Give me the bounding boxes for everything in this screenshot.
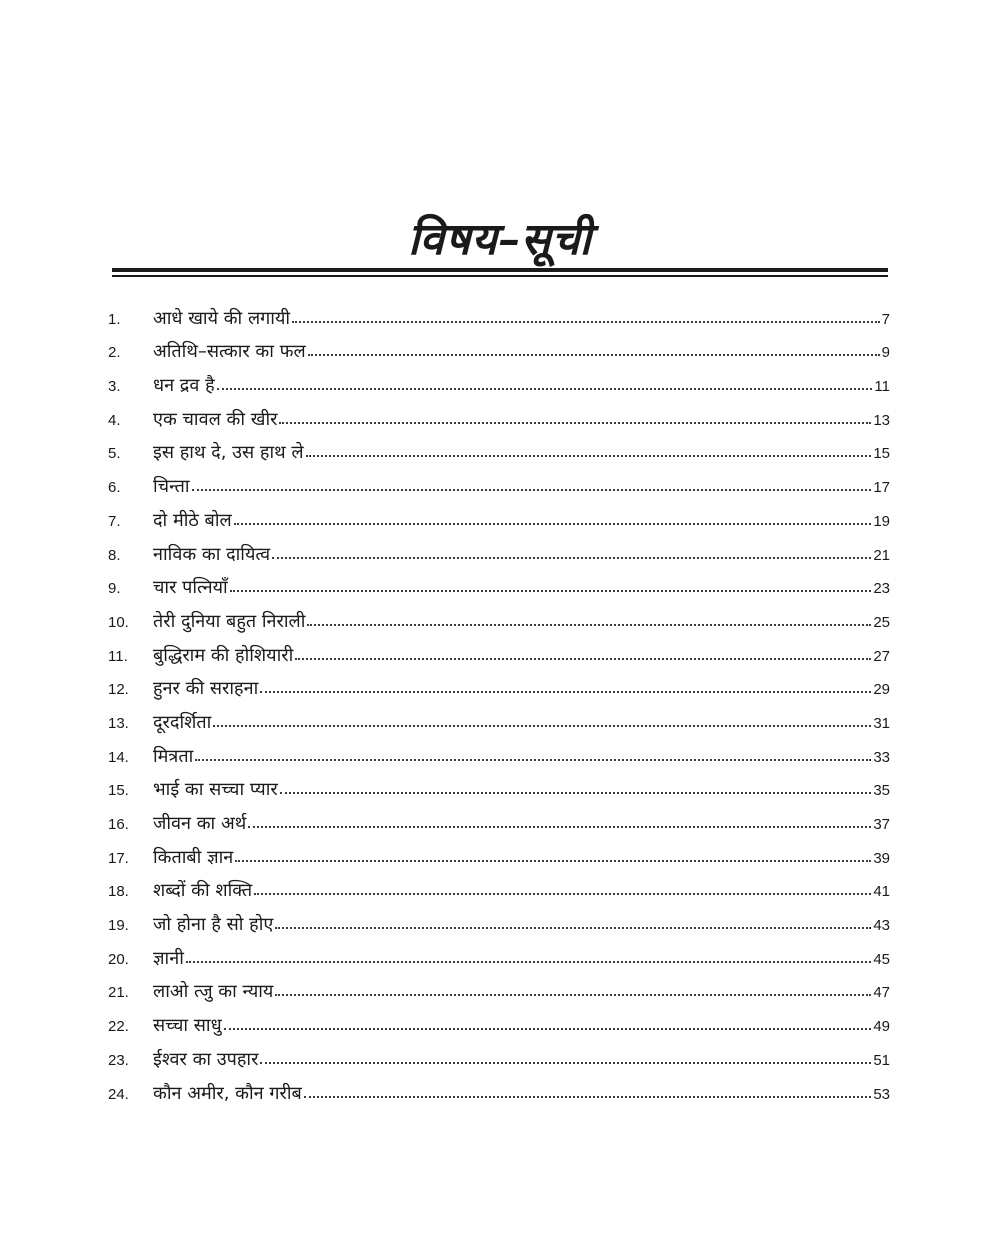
- toc-entry-title: तेरी दुनिया बहुत निराली: [153, 610, 306, 632]
- toc-dot-leader: [254, 892, 871, 895]
- toc-entry-number: 22.: [108, 1018, 129, 1036]
- toc-entry-title: एक चावल की खीर: [153, 408, 278, 430]
- toc-entry-page: 19: [873, 512, 890, 530]
- toc-entry-page: 27: [873, 647, 890, 665]
- toc-entry-page: 53: [873, 1085, 890, 1103]
- toc-dot-leader: [192, 488, 872, 491]
- toc-entry-title: चार पत्नियाँ: [153, 577, 228, 599]
- toc-entry-number: 11.: [108, 647, 128, 665]
- toc-entry-title: जो होना है सो होए: [153, 914, 274, 936]
- toc-entry-number: 13.: [108, 714, 129, 732]
- toc-dot-leader: [292, 320, 880, 323]
- toc-entry-number: 1.: [108, 310, 121, 328]
- toc-entry-number: 4.: [108, 411, 121, 429]
- toc-entry[interactable]: [108, 668, 890, 702]
- toc-entry-page: 49: [873, 1018, 890, 1036]
- toc-entry-page: 43: [873, 917, 890, 935]
- toc-entry[interactable]: [108, 533, 890, 567]
- toc-entry[interactable]: [108, 701, 890, 735]
- toc-entry[interactable]: [108, 364, 890, 398]
- toc-entry-page: 15: [873, 445, 890, 463]
- toc-entry[interactable]: [108, 499, 890, 533]
- toc-dot-leader: [308, 353, 880, 356]
- toc-entry-page: 9: [881, 344, 890, 362]
- toc-entry-number: 7.: [108, 512, 121, 530]
- toc-entry[interactable]: [108, 465, 890, 499]
- toc-entry[interactable]: [108, 1072, 890, 1106]
- toc-entry[interactable]: [108, 432, 890, 466]
- toc-dot-leader: [260, 1061, 871, 1064]
- toc-entry[interactable]: [108, 903, 890, 937]
- toc-entry-title: लाओ त्जु का न्याय: [153, 981, 274, 1003]
- toc-dot-leader: [279, 421, 871, 424]
- toc-entry-page: 29: [873, 681, 890, 699]
- toc-entry-number: 8.: [108, 546, 121, 564]
- toc-entry[interactable]: [108, 735, 890, 769]
- toc-entry-number: 9.: [108, 580, 121, 598]
- toc-entry[interactable]: [108, 398, 890, 432]
- toc-entry-title: इस हाथ दे, उस हाथ ले: [153, 442, 304, 464]
- toc-entry[interactable]: [108, 600, 890, 634]
- toc-entry-title: कौन अमीर, कौन गरीब: [153, 1082, 302, 1104]
- toc-dot-leader: [306, 454, 872, 457]
- toc-entry-page: 7: [881, 310, 890, 328]
- toc-entry[interactable]: [108, 567, 890, 601]
- toc-entry-page: 33: [873, 748, 890, 766]
- toc-dot-leader: [272, 556, 871, 559]
- toc-entry[interactable]: [108, 1004, 890, 1038]
- toc-dot-leader: [304, 1095, 871, 1098]
- toc-dot-leader: [186, 960, 871, 963]
- toc-entry-number: 19.: [108, 917, 129, 935]
- toc-entry-number: 24.: [108, 1085, 129, 1103]
- toc-entry-number: 23.: [108, 1051, 129, 1069]
- toc-entry-title: भाई का सच्चा प्यार: [153, 779, 278, 801]
- toc-entry-number: 21.: [108, 984, 129, 1002]
- toc-entry-number: 17.: [108, 849, 129, 867]
- toc-entry[interactable]: [108, 769, 890, 803]
- toc-dot-leader: [230, 589, 872, 592]
- toc-entry-title: किताबी ज्ञान: [153, 846, 234, 868]
- toc-entry-title: दो मीठे बोल: [153, 509, 232, 531]
- table-of-contents: [108, 297, 890, 1106]
- toc-entry-number: 12.: [108, 681, 129, 699]
- title-underline: [112, 268, 888, 278]
- toc-entry-title: चिन्ता: [153, 476, 190, 498]
- toc-entry-page: 21: [873, 546, 890, 564]
- toc-entry-title: बुद्धिराम की होशियारी: [153, 644, 294, 666]
- toc-entry-number: 18.: [108, 883, 129, 901]
- toc-entry[interactable]: [108, 937, 890, 971]
- toc-dot-leader: [307, 623, 871, 626]
- toc-entry-title: दूरदर्शिता: [153, 711, 212, 733]
- toc-entry-page: 45: [873, 950, 890, 968]
- toc-dot-leader: [195, 758, 871, 761]
- toc-entry[interactable]: [108, 802, 890, 836]
- thick-rule: [112, 268, 888, 272]
- toc-entry[interactable]: [108, 870, 890, 904]
- toc-dot-leader: [213, 724, 871, 727]
- toc-entry-title: नाविक का दायित्व: [153, 543, 271, 565]
- toc-dot-leader: [235, 859, 871, 862]
- toc-entry-page: 37: [873, 816, 890, 833]
- toc-entry-title: आधे खाये की लगायी: [153, 307, 291, 329]
- toc-entry[interactable]: [108, 971, 890, 1005]
- toc-entry-title: हुनर की सराहना: [153, 678, 259, 700]
- toc-dot-leader: [217, 387, 873, 390]
- toc-entry-page: 25: [873, 613, 890, 631]
- toc-dot-leader: [275, 926, 871, 929]
- toc-entry-page: 39: [873, 849, 890, 867]
- toc-dot-leader: [275, 993, 871, 996]
- toc-entry[interactable]: [108, 297, 890, 331]
- toc-entry-page: 35: [873, 782, 890, 800]
- toc-entry-page: 31: [873, 714, 890, 732]
- toc-entry[interactable]: [108, 836, 890, 870]
- toc-entry-page: 41: [873, 883, 890, 901]
- toc-entry-title: अतिथि–सत्कार का फल: [153, 341, 306, 363]
- toc-entry-number: 6.: [108, 479, 121, 497]
- toc-entry-title: धन द्रव है: [153, 375, 215, 397]
- toc-entry-title: शब्दों की शक्ति: [153, 880, 253, 902]
- toc-entry-page: 23: [873, 580, 890, 598]
- toc-dot-leader: [248, 825, 871, 828]
- toc-entry[interactable]: [108, 1038, 890, 1072]
- toc-entry-title: सच्चा साधु: [153, 1015, 222, 1037]
- toc-entry-number: 10.: [108, 613, 129, 631]
- toc-entry-page: 51: [873, 1051, 890, 1069]
- toc-dot-leader: [280, 791, 872, 794]
- toc-dot-leader: [260, 690, 871, 693]
- toc-dot-leader: [224, 1027, 872, 1030]
- toc-entry-page: 17: [873, 479, 890, 497]
- toc-entry-number: 3.: [108, 378, 121, 396]
- page-title: विषय–सूची: [408, 214, 592, 265]
- toc-entry-number: 15.: [108, 782, 129, 800]
- toc-entry[interactable]: [108, 331, 890, 365]
- toc-entry-number: 16.: [108, 816, 129, 833]
- toc-entry-title: मित्रता: [153, 745, 194, 767]
- toc-entry-number: 20.: [108, 950, 129, 968]
- toc-entry-number: 5.: [108, 445, 121, 463]
- toc-entry-number: 2.: [108, 344, 121, 362]
- toc-entry-title: ज्ञानी: [153, 947, 184, 969]
- toc-entry[interactable]: [108, 634, 890, 668]
- toc-dot-leader: [295, 657, 871, 660]
- toc-dot-leader: [234, 522, 872, 525]
- toc-entry-page: 13: [873, 411, 890, 429]
- toc-entry-page: 11: [874, 378, 890, 396]
- toc-entry-number: 14.: [108, 748, 129, 766]
- toc-entry-title: ईश्वर का उपहार: [153, 1048, 259, 1070]
- toc-entry-title: जीवन का अर्थ: [153, 813, 247, 834]
- thin-rule: [112, 275, 888, 277]
- toc-entry-page: 47: [873, 984, 890, 1002]
